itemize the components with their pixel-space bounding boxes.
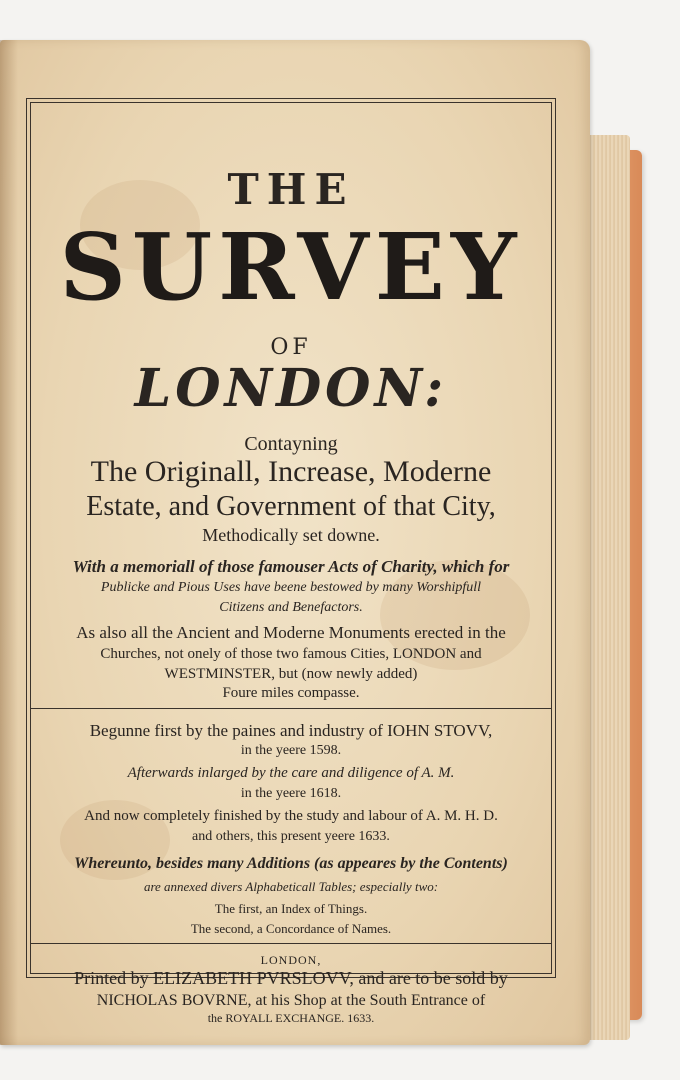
imprint-line-2: NICHOLAS BOVRNE, at his Shop at the South Entrance of (96, 992, 486, 1009)
additions-line-1: Whereunto, besides many Additions (as appeares by the Contents) (74, 855, 508, 872)
memorial-line-1: With a memoriall of those famouser Acts of Charity, which for (72, 557, 510, 576)
monuments-line-2: Churches, not onely of those two famous Cities, LONDON and (100, 646, 482, 662)
title-london: LONDON: (134, 358, 448, 419)
editor-line-1: Afterwards inlarged by the care and diligence of A. M. (127, 765, 455, 781)
editor-line-2: in the yeere 1618. (240, 786, 342, 801)
book (0, 40, 640, 1050)
gutter-shadow (0, 40, 18, 1045)
completion-line-1: And now completely finished by the study and labour of A. M. H. D. (84, 808, 498, 824)
subtitle-line-3: Methodically set downe. (202, 525, 380, 545)
title-frame (30, 102, 552, 1025)
subtitle-contayning: Contayning (244, 433, 338, 455)
memorial-line-2: Publicke and Pious Uses have beene bestowed by many Worshipfull (100, 580, 482, 595)
title-of: OF (270, 335, 312, 360)
title-page (0, 40, 590, 1045)
monuments-line-4: Foure miles compasse. (222, 685, 360, 701)
monuments-line-1: As also all the Ancient and Moderne Monuments erected in the (76, 623, 506, 642)
memorial-line-3: Citizens and Benefactors. (219, 600, 363, 615)
subtitle-line-1: The Originall, Increase, Moderne (90, 455, 492, 488)
author-line-2: in the yeere 1598. (240, 743, 342, 758)
monuments-line-3: WESTMINSTER, but (now newly added) (164, 666, 418, 682)
additions-line-2: are annexed divers Alphabeticall Tables; especially two: (143, 879, 439, 894)
imprint-line-3: the ROYALL EXCHANGE. 1633. (207, 1011, 375, 1025)
index-table-line: The first, an Index of Things. (214, 901, 368, 916)
imprint-line-1: Printed by ELIZABETH PVRSLOVV, and are to be sold by (74, 968, 508, 988)
divider-rule (31, 943, 551, 944)
completion-line-2: and others, this present yeere 1633. (192, 829, 390, 844)
title-the: THE (227, 165, 355, 214)
divider-rule (31, 708, 551, 709)
concordance-table-line: The second, a Concordance of Names. (190, 921, 392, 936)
author-line-1: Begunne first by the paines and industry of IOHN STOVV, (89, 721, 493, 740)
subtitle-line-2: Estate, and Government of that City, (86, 491, 496, 522)
title-survey: SURVEY (59, 213, 523, 321)
imprint-place: LONDON, (260, 953, 322, 967)
